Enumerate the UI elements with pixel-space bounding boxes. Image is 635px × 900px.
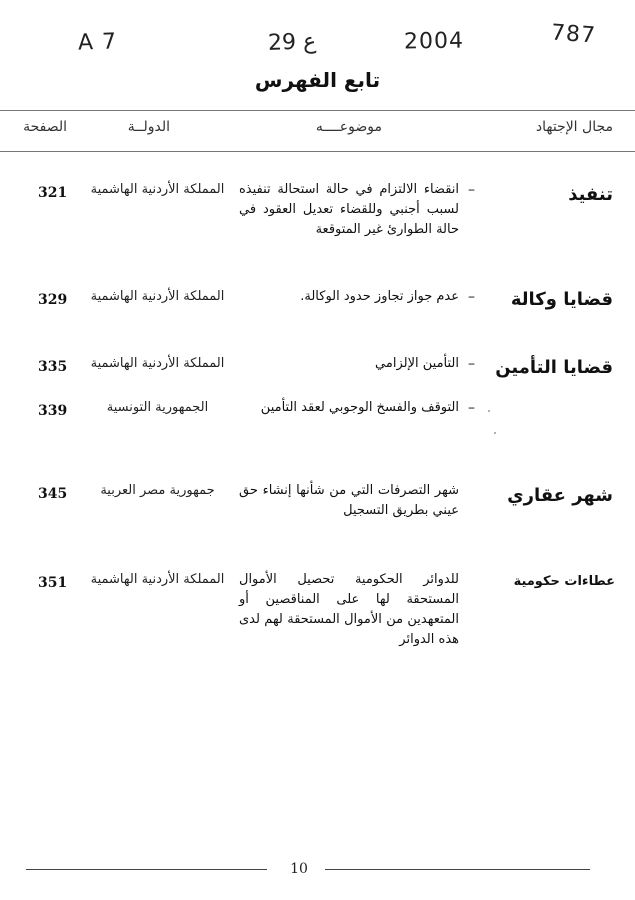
handwritten-code: A 7 (77, 29, 118, 56)
entry-topic: التوقف والفسخ الوجوبي لعقد التأمين (260, 400, 459, 415)
entry-dash: – (468, 400, 475, 416)
entry-topic: التأمين الإلزامي (375, 356, 459, 371)
entry-country: جمهورية مصر العربية (100, 483, 215, 498)
handwritten-day: 29 ع (267, 29, 317, 56)
entry-dash: – (468, 356, 475, 372)
entry-field: تنفيذ (568, 184, 613, 205)
header-field: مجال الإجتهاد (535, 119, 613, 135)
header-page: الصفحة (23, 119, 67, 135)
entry-page: 321 (38, 185, 68, 201)
scan-speck (494, 432, 496, 434)
header-topic: موضوعــــه (315, 119, 382, 135)
entry-country: المملكة الأردنية الهاشمية (90, 356, 225, 371)
entry-dash: – (468, 289, 475, 305)
footer-rule-left (26, 869, 267, 870)
entry-country: المملكة الأردنية الهاشمية (90, 572, 225, 587)
page-title: تابع الفهرس (254, 68, 381, 92)
header-country: الدولــة (127, 119, 170, 135)
entry-topic: عدم جواز تجاوز حدود الوكالة. (300, 289, 459, 304)
entry-page: 345 (38, 486, 68, 502)
entry-topic: شهر التصرفات التي من شأنها إنشاء حق عيني بطريق التسجيل (239, 483, 459, 518)
handwritten-number: 787 (550, 20, 597, 49)
entry-page: 351 (38, 575, 68, 591)
footer-page-number: 10 (290, 861, 308, 877)
entry-topic: انقضاء الالتزام في حالة استحالة تنفيذه لسبب أجنبي وللقضاء تعديل العقود في حالة الطوارئ غير المتوقعة (239, 182, 459, 237)
footer-rule-right (325, 869, 590, 870)
handwritten-year: 2004 (403, 28, 465, 55)
entry-country: الجمهورية التونسية (106, 400, 209, 415)
entry-field: شهر عقاري (507, 485, 613, 506)
entry-field: عطاءات حكومية (513, 574, 615, 589)
scan-speck (488, 410, 490, 412)
entry-page: 335 (38, 359, 68, 375)
entry-dash: – (468, 182, 475, 198)
entry-country: المملكة الأردنية الهاشمية (90, 289, 225, 304)
entry-country: المملكة الأردنية الهاشمية (90, 182, 225, 197)
entry-page: 329 (38, 292, 68, 308)
table-header (0, 110, 635, 152)
entry-field: قضايا التأمين (495, 357, 613, 378)
entry-page: 339 (38, 403, 68, 419)
entry-topic: للدوائر الحكومية تحصيل الأموال المستحقة لها على المناقصين أو المتعهدين من الأموال المستحقة لهم لدى هذه الدوائر (239, 572, 459, 647)
entry-field: قضايا وكالة (510, 289, 613, 310)
